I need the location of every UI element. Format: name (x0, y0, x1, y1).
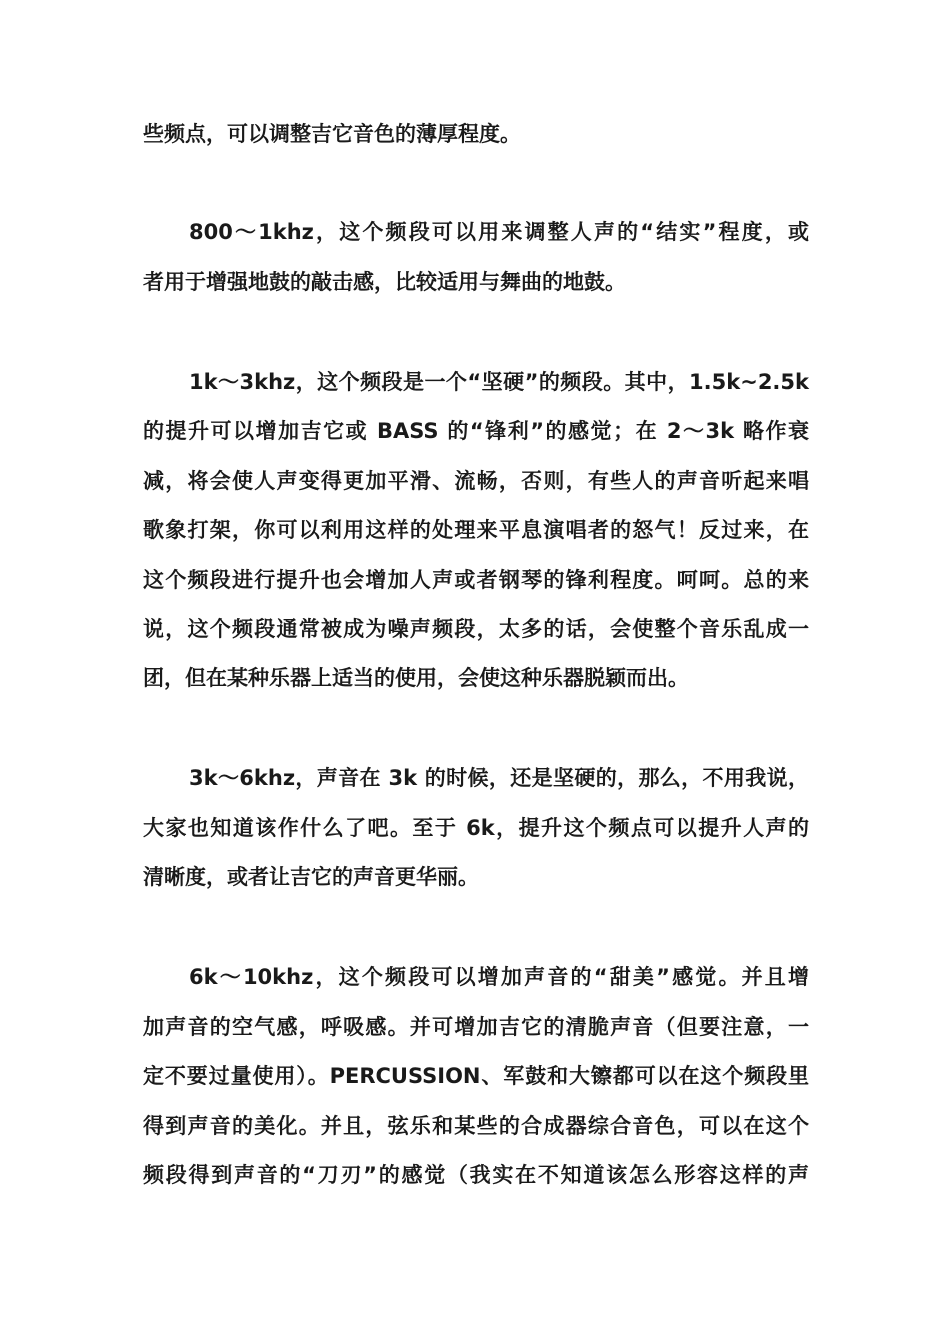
paragraph-2-line-6: 团，但在某种乐器上适当的使用，会使这种乐器脱颖而出。 (143, 666, 689, 690)
paragraph-2-line-5: 说，这个频段通常被成为噪声频段，太多的话，会使整个音乐乱成一 (143, 617, 809, 641)
paragraph-2-line-2: 减，将会使人声变得更加平滑、流畅，否则，有些人的声音听起来唱 (143, 469, 809, 493)
paragraph-2-line-4: 这个频段进行提升也会增加人声或者钢琴的锋利程度。呵呵。总的来 (143, 568, 809, 592)
paragraph-1-line-1: 者用于增强地鼓的敲击感，比较适用与舞曲的地鼓。 (143, 270, 626, 294)
paragraph-1-line-0: 800～1khz，这个频段可以用来调整人声的“结实”程度，或 (189, 220, 809, 244)
paragraph-4-line-4: 频段得到声音的“刀刃”的感觉（我实在不知道该怎么形容这样的声 (143, 1163, 809, 1187)
paragraph-2-line-3: 歌象打架，你可以利用这样的处理来平息演唱者的怒气！反过来，在 (143, 518, 809, 542)
paragraph-3-line-1: 大家也知道该作什么了吧。至于 6k，提升这个频点可以提升人声的 (143, 816, 809, 840)
paragraph-4-line-1: 加声音的空气感，呼吸感。并可增加吉它的清脆声音（但要注意，一 (143, 1015, 809, 1039)
paragraph-2-line-1: 的提升可以增加吉它或 BASS 的“锋利”的感觉；在 2～3k 略作衰 (143, 419, 809, 443)
paragraph-0-line-0: 些频点，可以调整吉它音色的薄厚程度。 (143, 122, 521, 146)
paragraph-4-line-3: 得到声音的美化。并且，弦乐和某些的合成器综合音色，可以在这个 (143, 1114, 809, 1138)
paragraph-3-line-2: 清晰度，或者让吉它的声音更华丽。 (143, 865, 479, 889)
paragraph-2-line-0: 1k～3khz，这个频段是一个“坚硬”的频段。其中，1.5k~2.5k (189, 370, 809, 394)
paragraph-4-line-0: 6k～10khz，这个频段可以增加声音的“甜美”感觉。并且增 (189, 965, 809, 989)
paragraph-4-line-2: 定不要过量使用）。PERCUSSION、军鼓和大镲都可以在这个频段里 (143, 1064, 809, 1088)
paragraph-3-line-0: 3k～6khz，声音在 3k 的时候，还是坚硬的，那么，不用我说， (189, 766, 809, 790)
